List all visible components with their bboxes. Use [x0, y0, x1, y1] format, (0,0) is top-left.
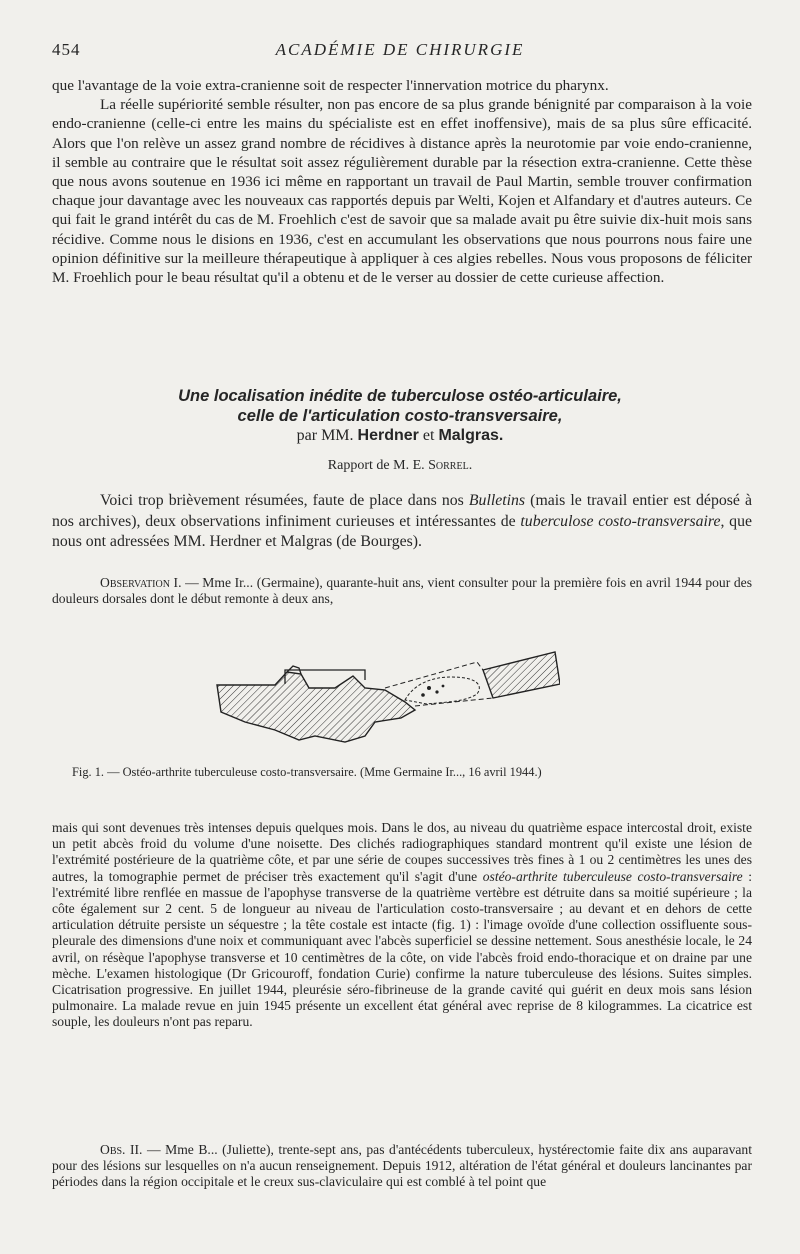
observation-2-label: Obs. II. [100, 1142, 143, 1157]
intro-text-1: Voici trop brièvement résumées, faute de place dans nos [100, 492, 469, 509]
author-herdner: Herdner [357, 427, 419, 444]
obs1-cont-text-1: mais qui sont devenues très intenses depuis quelques mois. Dans le dos, au niveau du quatrième espace intercostal droit, existe un petit abcès froid du volume d'une noisette. Des clichés radiographiques standard montrent qu'il existe une lésion de l'extrémité postérieure de la quatrième côte, et par une série de coupes successives très fines à 1 ou 2 centimètres les unes des autres, la tomographie permet de préciser très exactement qu'il s'agit d'une [52, 820, 752, 884]
report-prefix: Rapport de M. E. [327, 458, 425, 473]
intro-block [52, 491, 752, 553]
sequestre-dot [435, 690, 438, 693]
abscess-outline [405, 677, 479, 704]
observation-2-text: — Mme B... (Juliette), trente-sept ans, pas d'antécédents tuberculeux, hystérectomie faite dix ans auparavant pour des lésions sur lesquelles on n'a aucun renseignement. Depuis 1912, altération de l'état général et douleurs lancinantes par périodes dans la région occipitale et le creux sus-claviculaire qui est comblé à tel point que [52, 1142, 752, 1190]
article-title-line-1: Une localisation inédite de tuberculose ostéo-articulaire, [178, 387, 622, 405]
obs1-cont-term: ostéo-arthrite tuberculeuse costo-transversaire [482, 868, 743, 884]
observation-1-block [52, 575, 752, 607]
bulletins-term: Bulletins [468, 492, 526, 509]
byline [0, 427, 800, 445]
observation-1-continuation [52, 820, 752, 1031]
byline-prefix: par MM. [296, 427, 354, 444]
running-title: ACADÉMIE DE CHIRURGIE [275, 40, 525, 59]
vertebra-shape [217, 672, 415, 742]
observation-2-block [52, 1142, 752, 1191]
report-author: Sorrel. [428, 458, 473, 473]
report-line [0, 458, 800, 474]
page-number: 454 [52, 40, 81, 59]
observation-1-label: Observation I. [100, 575, 182, 590]
figure-1-caption: Fig. 1. — Ostéo-arthrite tuberculeuse costo-transversaire. (Mme Germaine Ir..., 16 avril 1944.) [72, 765, 542, 779]
sequestre-dot [421, 693, 425, 697]
sequestre-dot [442, 685, 445, 688]
paragraph: La réelle supériorité semble résulter, non pas encore de sa plus grande bénignité par comparaison à la voie endo-cranienne (celle-ci entre les mains du spécialiste est en effet inoffensive), mais de sa plus sûre efficacité. Alors que l'on relève un assez grand nombre de récidives à distance après la neurotomie par voie endo-cranienne, il semble au contraire que le résultat soit assez régulièrement durable par la résection extra-cranienne. Cette thèse que nous avons soutenue en 1936 ici même en rapportant un travail de Paul Martin, semble trouver confirmation chaque jour davantage avec les nouveaux cas rapportés depuis par Welti, Kojen et Alfandary et d'autres auteurs. Ce qui fait le grand intérêt du cas de M. Froehlich c'est de savoir que sa malade avait pu être suivie dix-huit mois sans récidive. Comme nous le disions en 1936, c'est en accumulant les observations que nous pourrons nous faire une opinion définitive sur la meilleure thérapeutique à appliquer à ces algies rebelles. Nous vous proposons de féliciter M. Froehlich pour le beau résultat qu'il a obtenu et de le verser au dossier de cette curieuse affection. [52, 96, 752, 287]
byline-and: et [422, 427, 435, 444]
intro-term: tuberculose costo-transversaire [520, 512, 721, 530]
author-malgras: Malgras. [438, 427, 504, 444]
obs1-cont-text-2: : l'extrémité libre renflée en massue de l'apophyse transverse de la quatrième vertèbre est détruite dans sa moitié supérieure ; la côte également sur 2 cent. 5 de longueur au niveau de l'articulation costo-transversaire ; au devant et en dehors de cette articulation détruite persiste un séquestre ; la tête costale est intacte (fig. 1) : l'image ovoïde d'une collection ossifluente sous-pleurale des dimensions d'une noix et communiquant avec l'abcès superficiel se dessine nettement. Sous anesthésie locale, le 24 avril, on résèque l'apophyse transverse et 10 centimètres de la côte, on vide l'abcès froid endo-thoracique et on draine par une mèche. L'examen histologique (Dr Gricouroff, fondation Curie) confirme la nature tuberculeuse des lésions. Suites simples. Cicatrisation progressive. En juillet 1944, pleurésie séro-fibrineuse de la grande cavité qui guérit en deux mois sans lésion pulmonaire. La malade revue en juin 1945 présente un excellent état général avec reprise de 8 kilogrammes. La cicatrice est souple, les douleurs n'ont pas reparu. [52, 868, 752, 1030]
previous-article-text [52, 76, 752, 287]
observation-1-paragraph [52, 575, 752, 607]
observation-1-text: — Mme Ir... (Germaine), quarante-huit ans, vient consulter pour la première fois en avril 1944 pour des douleurs dorsales dont le début remonte à deux ans, [52, 575, 752, 607]
continuation-paragraph: que l'avantage de la voie extra-cranienne soit de respecter l'innervation motrice du pharynx. [52, 77, 609, 94]
article-title-line-2: celle de l'articulation costo-transversaire, [237, 407, 563, 425]
observation-2-paragraph [52, 1142, 752, 1191]
rib-shape [483, 652, 560, 698]
intro-text-3: , que nous ont adressées MM. Herdner et Malgras (de Bourges). [52, 512, 752, 550]
figure-1-drawing [215, 640, 560, 750]
intro-text-2: (mais le travail entier est déposé à nos archives), deux observations infiniment curieuses et intéressantes de [52, 492, 753, 530]
observation-1-cont-paragraph [52, 820, 752, 1031]
intro-paragraph [52, 491, 752, 553]
page-header [0, 40, 800, 64]
sequestre-dot [427, 686, 431, 690]
